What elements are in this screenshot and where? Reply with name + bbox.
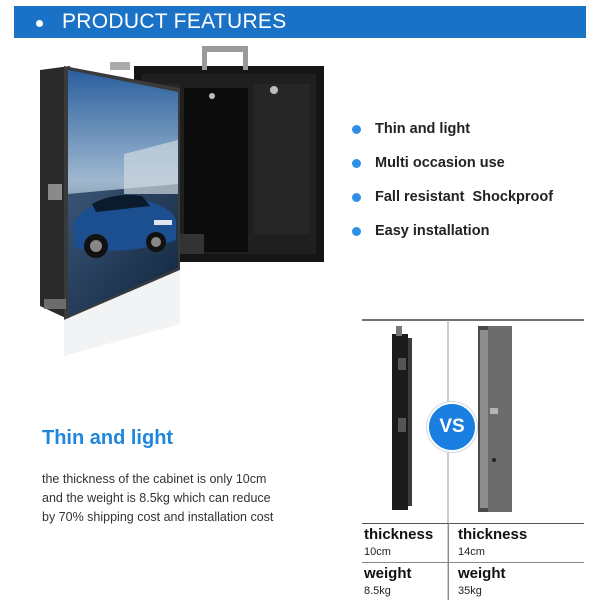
description-line: the thickness of the cabinet is only 10cm xyxy=(42,472,267,486)
table-column-divider xyxy=(448,523,449,600)
thin-cabinet-profile xyxy=(392,326,412,510)
thick-cabinet-profile xyxy=(478,326,512,512)
section-description xyxy=(42,470,332,527)
feature-item xyxy=(350,180,590,214)
bullet-dot-icon xyxy=(352,193,361,202)
feature-label: Easy installation xyxy=(375,223,490,239)
weight-value-right: 35kg xyxy=(458,585,482,597)
weight-label-left: weight xyxy=(364,565,412,582)
feature-label: Thin and light xyxy=(375,121,471,137)
thickness-value-left: 10cm xyxy=(364,546,391,558)
weight-value-left: 8.5kg xyxy=(364,585,391,597)
thickness-label-right: thickness xyxy=(458,526,528,543)
feature-item xyxy=(350,214,590,248)
description-line: by 70% shipping cost and installation cost xyxy=(42,510,274,524)
table-divider xyxy=(362,562,584,563)
thickness-label-left: thickness xyxy=(364,526,434,543)
header-bullet-icon xyxy=(36,20,43,27)
section-title: Thin and light xyxy=(42,427,174,449)
description-line: and the weight is 8.5kg which can reduce xyxy=(42,491,271,505)
led-cabinet-image xyxy=(34,44,334,364)
weight-label-right: weight xyxy=(458,565,506,582)
feature-label: Fall resistant Shockproof xyxy=(375,189,554,205)
table-divider xyxy=(362,523,584,524)
feature-list xyxy=(350,112,590,248)
spec-table xyxy=(362,520,584,600)
thickness-value-right: 14cm xyxy=(458,546,485,558)
feature-item xyxy=(350,112,590,146)
feature-item xyxy=(350,146,590,180)
feature-label: Multi occasion use xyxy=(375,155,505,171)
bullet-dot-icon xyxy=(352,159,361,168)
bullet-dot-icon xyxy=(352,125,361,134)
header-banner xyxy=(14,6,586,38)
bullet-dot-icon xyxy=(352,227,361,236)
vs-badge: VS xyxy=(427,402,477,452)
page-title: PRODUCT FEATURES xyxy=(62,10,287,33)
